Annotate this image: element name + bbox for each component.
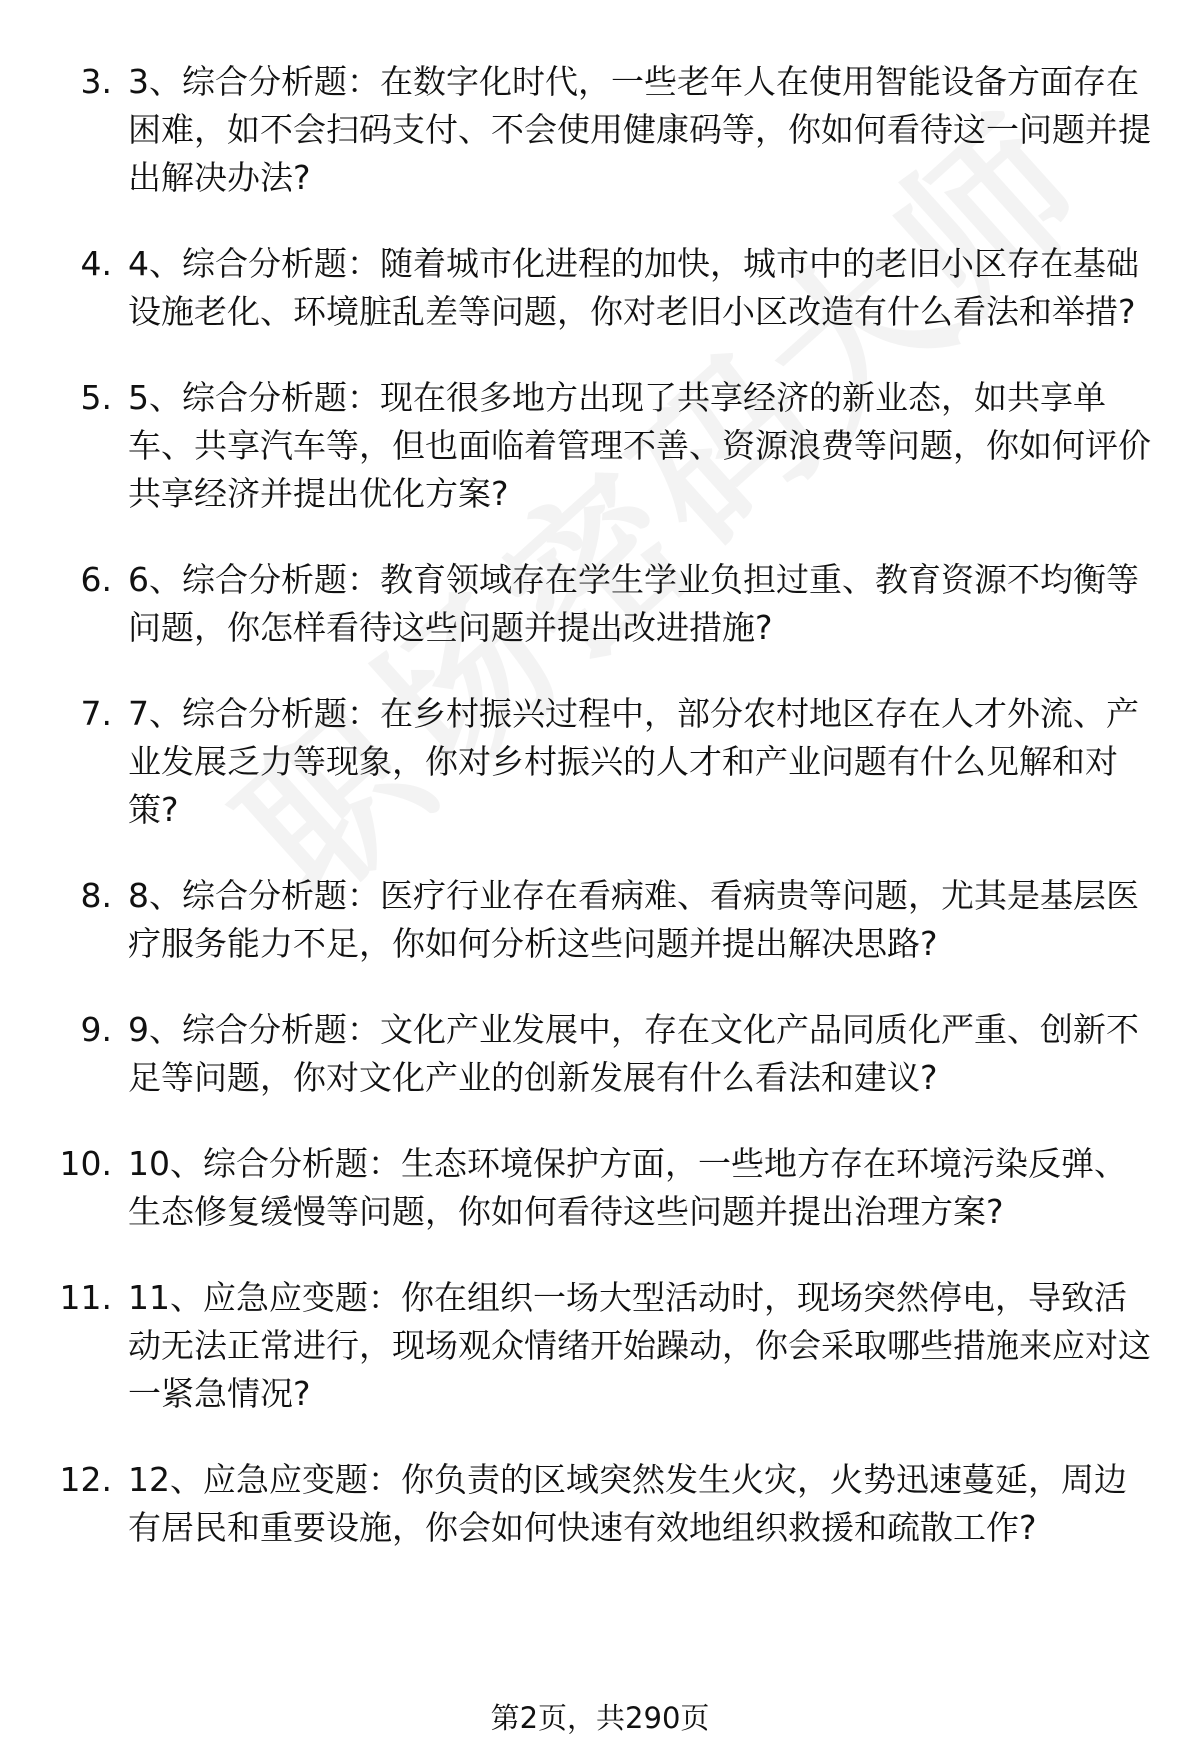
question-number: 12. (59, 1460, 112, 1499)
question-number: 4. (80, 244, 112, 283)
list-item (0, 374, 1200, 518)
question-list (0, 58, 1200, 1590)
list-item (0, 240, 1200, 336)
question-number: 8. (80, 876, 112, 915)
page-number-label: 第2页，共290页 (490, 1701, 710, 1735)
question-text: 8、综合分析题：医疗行业存在看病难、看病贵等问题，尤其是基层医疗服务能力不足，你如何分析这些问题并提出解决思路? (128, 876, 1139, 963)
question-number: 5. (80, 378, 112, 417)
page-footer (0, 1698, 1200, 1738)
list-item (0, 1456, 1200, 1552)
list-item (0, 1140, 1200, 1236)
question-number: 10. (59, 1144, 112, 1183)
question-text: 7、综合分析题：在乡村振兴过程中，部分农村地区存在人才外流、产业发展乏力等现象，你对乡村振兴的人才和产业问题有什么见解和对策? (128, 694, 1139, 829)
question-text: 6、综合分析题：教育领域存在学生学业负担过重、教育资源不均衡等问题，你怎样看待这些问题并提出改进措施? (128, 560, 1139, 647)
list-item (0, 1006, 1200, 1102)
list-item (0, 556, 1200, 652)
question-text: 11、应急应变题：你在组织一场大型活动时，现场突然停电，导致活动无法正常进行，现场观众情绪开始躁动，你会采取哪些措施来应对这一紧急情况? (128, 1278, 1151, 1413)
question-number: 11. (59, 1278, 112, 1317)
question-number: 7. (80, 694, 112, 733)
question-number: 9. (80, 1010, 112, 1049)
question-text: 4、综合分析题：随着城市化进程的加快，城市中的老旧小区存在基础设施老化、环境脏乱差等问题，你对老旧小区改造有什么看法和举措? (128, 244, 1139, 331)
question-text: 12、应急应变题：你负责的区域突然发生火灾，火势迅速蔓延，周边有居民和重要设施，你会如何快速有效地组织救援和疏散工作? (128, 1460, 1127, 1547)
question-text: 3、综合分析题：在数字化时代，一些老年人在使用智能设备方面存在困难，如不会扫码支付、不会使用健康码等，你如何看待这一问题并提出解决办法? (128, 62, 1151, 197)
list-item (0, 690, 1200, 834)
question-text: 9、综合分析题：文化产业发展中，存在文化产品同质化严重、创新不足等问题，你对文化产业的创新发展有什么看法和建议? (128, 1010, 1139, 1097)
list-item (0, 1274, 1200, 1418)
question-number: 3. (80, 62, 112, 101)
list-item (0, 58, 1200, 202)
question-text: 5、综合分析题：现在很多地方出现了共享经济的新业态，如共享单车、共享汽车等，但也面临着管理不善、资源浪费等问题，你如何评价共享经济并提出优化方案? (128, 378, 1151, 513)
list-item (0, 872, 1200, 968)
question-number: 6. (80, 560, 112, 599)
question-text: 10、综合分析题：生态环境保护方面，一些地方存在环境污染反弹、生态修复缓慢等问题，你如何看待这些问题并提出治理方案? (128, 1144, 1127, 1231)
